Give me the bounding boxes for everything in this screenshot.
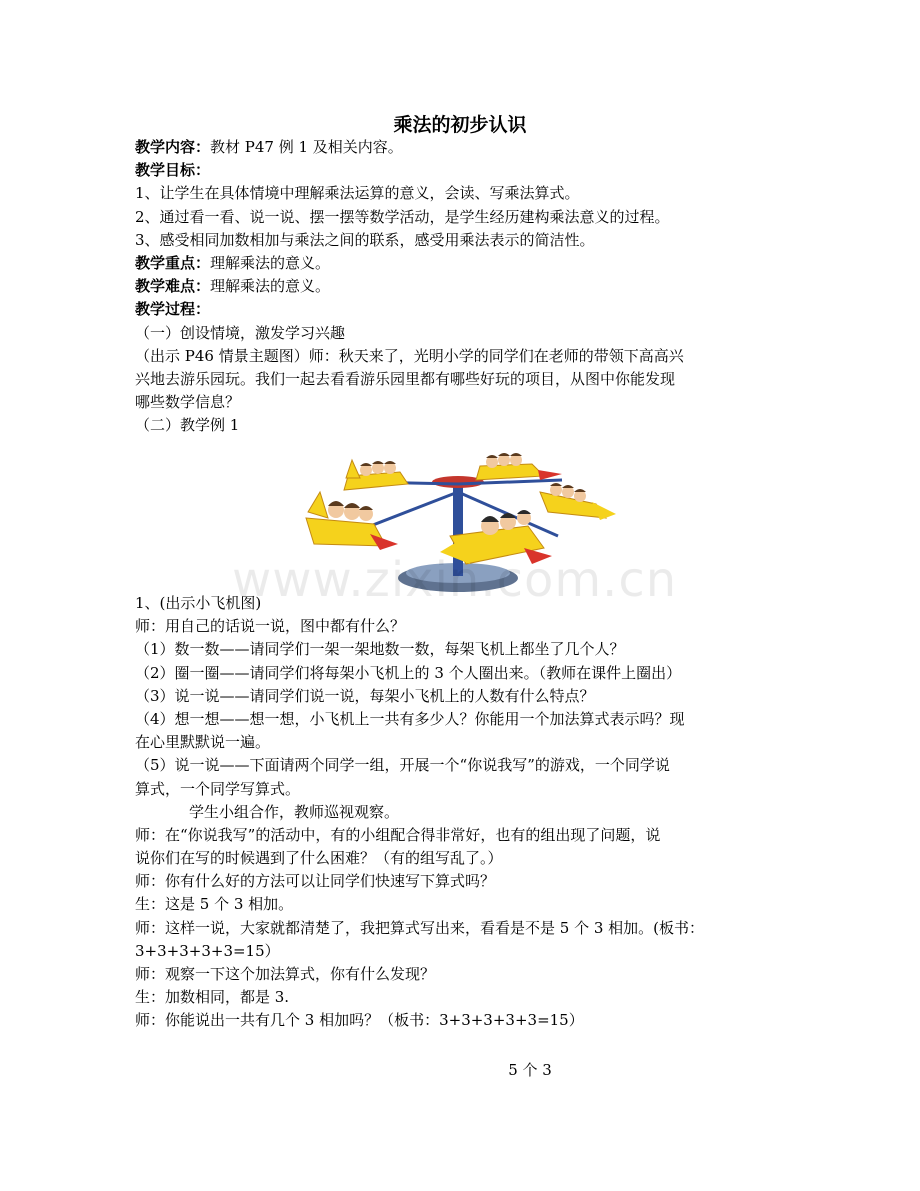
line-text: 兴地去游乐园玩。我们一起去看看游乐园里都有哪些好玩的项目，从图中你能发现 — [135, 369, 676, 388]
section-label: 教学目标： — [135, 161, 211, 180]
intro-line — [135, 298, 790, 321]
activity-line: （3）说一说——请同学们说一说，每架小飞机上的人数有什么特点？ — [135, 686, 595, 705]
activity-line: 生：这是 5 个 3 相加。 — [135, 895, 294, 914]
activity-line: 在心里默默说一遍。 — [135, 733, 271, 752]
section-label: 教学内容： — [135, 138, 211, 156]
intro-line — [135, 322, 790, 345]
line-text: 1、让学生在具体情境中理解乘法运算的意义，会读、写乘法算式。 — [135, 184, 580, 203]
intro-line — [135, 229, 790, 252]
activity-line: 师：在“你说我写”的活动中，有的小组配合得非常好，也有的组出现了问题，说 — [135, 825, 661, 844]
line-text: 理解乘法的意义。 — [210, 277, 331, 296]
intro-line — [135, 391, 790, 414]
line-text: 2、通过看一看、说一说、摆一摆等数学活动，是学生经历建构乘法意义的过程。 — [135, 207, 670, 226]
activity-line: （5）说一说——下面请两个同学一组，开展一个“你说我写”的游戏，一个同学说 — [135, 756, 670, 775]
line-text: 理解乘法的意义。 — [210, 253, 331, 272]
activity-line: 师：这样一说，大家就都清楚了，我把算式写出来，看看是不是 5 个 3 相加。(板书： — [135, 918, 705, 937]
line-text: （一）创设情境，激发学习兴趣 — [135, 323, 346, 342]
section-label: 教学难点： — [135, 277, 211, 296]
activity-line: （1）数一数——请同学们一架一架地数一数，每架飞机上都坐了几个人？ — [135, 640, 625, 659]
activity-line: 1、(出示小飞机图) — [135, 594, 262, 612]
intro-line — [135, 159, 790, 182]
intro-line — [135, 182, 790, 205]
activity-line: （4）想一想——想一想，小飞机上一共有多少人？你能用一个加法算式表示吗？现 — [135, 709, 685, 728]
section-label: 教学重点： — [135, 253, 211, 272]
activity-line: 3+3+3+3+3=15） — [135, 941, 280, 960]
intro-line — [135, 275, 790, 298]
line-text: 教材 P47 例 1 及相关内容。 — [210, 138, 403, 156]
activity-line: 师：观察一下这个加法算式，你有什么发现？ — [135, 965, 436, 983]
intro-section — [135, 136, 790, 437]
activity-line: 生：加数相同，都是 3. — [135, 988, 290, 1007]
activity-line: 说你们在写的时候遇到了什么困难？（有的组写乱了。） — [135, 849, 503, 868]
line-text: （二）教学例 1 — [135, 416, 240, 435]
intro-line — [135, 345, 790, 368]
activity-line: 师：用自己的话说一说，图中都有什么？ — [135, 617, 406, 636]
activity-section — [135, 592, 790, 1033]
intro-line — [135, 414, 790, 437]
activity-line: 师：你能说出一共有几个 3 相加吗？（板书：3+3+3+3+3=15） — [135, 1011, 584, 1030]
intro-line — [135, 136, 790, 159]
activity-line: （2）圈一圈——请同学们将每架小飞机上的 3 个人圈出来。（教师在课件上圈出） — [135, 663, 682, 682]
intro-line — [135, 368, 790, 391]
page-title: 乘法的初步认识 — [393, 114, 527, 136]
activity-line: 师：你有什么好的方法可以让同学们快速写下算式吗？ — [135, 872, 496, 891]
activity-line: 学生小组合作，教师巡视观察。 — [189, 802, 400, 821]
intro-line — [135, 252, 790, 275]
line-text: 3、感受相同加数相加与乘法之间的联系，感受用乘法表示的简洁性。 — [135, 230, 595, 249]
intro-line — [135, 206, 790, 229]
board-note: 5 个 3 — [508, 1061, 552, 1079]
activity-line: 算式，一个同学写算式。 — [135, 779, 301, 798]
line-text: 哪些数学信息？ — [135, 393, 241, 412]
line-text: （出示 P46 情景主题图）师：秋天来了，光明小学的同学们在老师的带领下高高兴 — [135, 346, 684, 365]
watermark: www.zixin.com.cn — [232, 552, 678, 608]
section-label: 教学过程： — [135, 300, 211, 319]
